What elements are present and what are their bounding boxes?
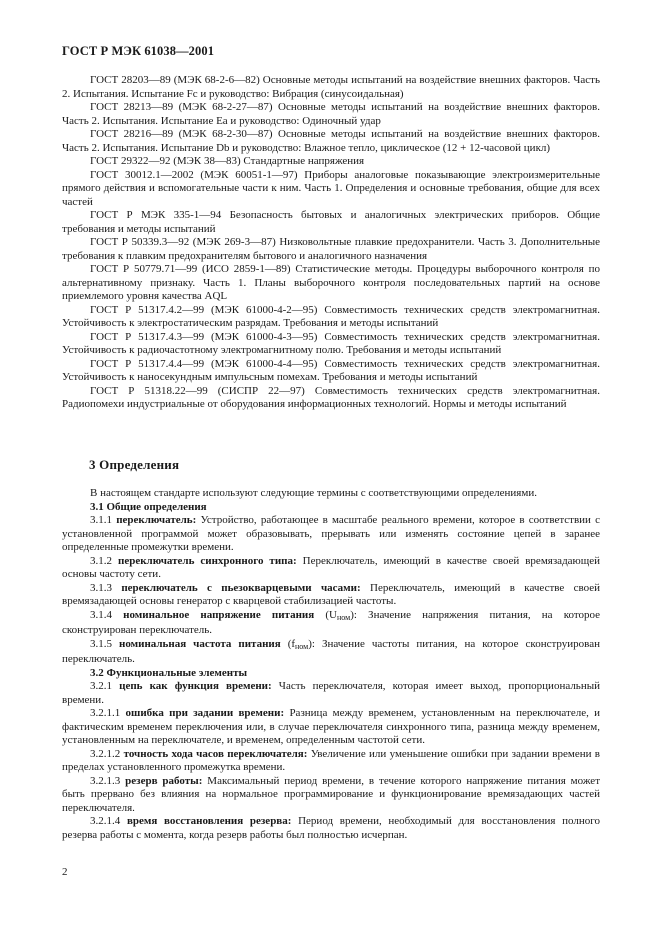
definition-number: 3.2.1.1 (90, 707, 121, 719)
definition-number: 3.1.2 (90, 554, 112, 567)
subsection-functional: 3.2 Функциональные элементы (90, 666, 248, 679)
definition-item (62, 638, 600, 667)
subsection-title (62, 667, 600, 681)
reference-item: ГОСТ Р 50779.71—99 (ИСО 2859-1—89) Статистические методы. Процедуры выборочного контроля по альтернативному признаку. Часть 1. Планы выборочного контроля последовательных партий на основе приемлемого уровня качества AQL (62, 263, 600, 302)
page-number: 2 (62, 866, 68, 878)
definition-number: 3.1.4 (90, 608, 112, 621)
definition-term: номинальная частота питания (118, 637, 281, 650)
definitions-intro: В настоящем стандарте используют следующие термины с соответствующими определениями. (90, 487, 537, 499)
definition-text: Увеличение или уменьшение ошибки при задании времени в пределах установленного промежутка времени. (62, 747, 600, 773)
definition-item (62, 609, 600, 638)
definition-term: цепь как функция времени: (119, 680, 272, 692)
definition-text: Значение частоты питания, на которое сконструирован переключатель. (62, 637, 600, 665)
definition-item (62, 815, 600, 842)
definition-item (62, 514, 600, 555)
reference-item: ГОСТ 28216—89 (МЭК 68-2-30—87) Основные методы испытаний на воздействие внешних факторов. Часть 2. Испытания. Испытание Db и руководство: Влажное тепло, циклическое (12 + 12-часовой цикл) (62, 128, 600, 154)
page-header: ГОСТ Р МЭК 61038—2001 (62, 44, 215, 58)
reference-item: ГОСТ Р МЭК 335-1—94 Безопасность бытовых и аналогичных электрических приборов. Общие требования и методы испытаний (62, 209, 600, 235)
definition-item (62, 680, 600, 707)
definition-item (62, 748, 600, 775)
definition-item (62, 582, 600, 609)
definition-term: ошибка при задании времени: (125, 707, 285, 719)
definition-term: номинальное напряжение питания (123, 608, 315, 621)
definition-term: переключатель синхронного типа: (117, 554, 297, 567)
reference-item: ГОСТ Р 51317.4.4—99 (МЭК 61000-4-4—95) Совместимость технических средств электромагнитная. Устойчивость к наносекундным импульсным помехам. Требования и методы испытаний (62, 357, 600, 383)
subsection-title (62, 501, 600, 515)
definition-text: Переключатель, имеющий в качестве своей времязадающей основы частоту сети. (62, 554, 601, 580)
definitions (62, 487, 600, 842)
subsection-general: 3.1 Общие определения (90, 500, 207, 513)
reference-item: ГОСТ 28213—89 (МЭК 68-2-27—87) Основные методы испытаний на воздействие внешних факторов. Часть 2. Испытания. Испытание Ea и руководство: Одиночный удар (62, 101, 600, 127)
symbol: (f (280, 637, 296, 650)
definition-text: Устройство, работающее в масштабе реального времени, которое в соответствии с установленной программой может образовывать, прерывать или изменять состояние цепей в заранее определенные промежутки времени. (62, 514, 601, 553)
symbol-close: ): (350, 608, 357, 621)
normative-references (62, 74, 600, 412)
definition-number: 3.2.1 (90, 680, 112, 692)
definition-text: Значение напряжения питания, на которое сконструирован переключатель. (62, 608, 601, 636)
reference-item: ГОСТ Р 51317.4.3—99 (МЭК 61000-4-3—95) Совместимость технических средств электромагнитная. Устойчивость к радиочастотному электромагнитному полю. Требования и методы испытаний (62, 330, 600, 356)
symbol-subscript: ном (295, 641, 309, 651)
reference-item: ГОСТ 28203—89 (МЭК 68-2-6—82) Основные методы испытаний на воздействие внешних факторов. Часть 2. Испытания. Испытание Fc и руководство: Вибрация (синусоидальная) (62, 74, 600, 100)
definition-term: резерв работы: (125, 774, 203, 787)
definition-text: Переключатель, имеющий в качестве своей времязадающей основы генератор с кварцевой стабилизацией частоты. (62, 581, 601, 607)
definition-term: переключатель: (116, 514, 197, 526)
reference-item: ГОСТ Р 51318.22—99 (СИСПР 22—97) Совместимость технических средств электромагнитная. Радиопомехи индустриальные от оборудования информационных технологий. Нормы и методы испытаний (62, 384, 600, 410)
definition-number: 3.2.1.4 (90, 815, 121, 827)
definition-number: 3.1.3 (90, 581, 112, 594)
definition-text: Период времени, необходимый для восстановления полного резерва работы с момента, когда резерв работы был полностью исчерпан. (62, 815, 600, 841)
reference-item: ГОСТ Р 51317.4.2—99 (МЭК 61000-4-2—95) Совместимость технических средств электромагнитная. Устойчивость к электростатическим разрядам. Требования и методы испытаний (62, 303, 600, 329)
definition-number: 3.2.1.2 (90, 747, 121, 760)
definition-item (62, 555, 600, 582)
reference-item: ГОСТ Р 50339.3—92 (МЭК 269-3—87) Низковольтные плавкие предохранители. Часть 3. Дополнительные требования к плавким предохранителям бытового и аналогичного назначения (62, 236, 600, 262)
section-title: 3 Определения (89, 457, 180, 472)
symbol-close: ): (308, 637, 315, 650)
definition-term: точность хода часов переключателя: (123, 747, 308, 760)
definition-text: Часть переключателя, которая имеет выход, пропорциональный времени. (62, 680, 600, 706)
reference-item: ГОСТ 29322—92 (МЭК 38—83) Стандартные напряжения (90, 155, 365, 167)
definition-term: время восстановления резерва: (126, 815, 292, 827)
definition-item (62, 775, 600, 816)
definition-text: Разница между временем, установленным на переключателе, и фактическим временем переключения или, в случае переключателя синхронного типа, разница между временем, установленным на переключателе, и временем, определенным частотой сети. (62, 707, 601, 746)
definition-text: Максимальный период времени, в течение которого напряжение питания может быть прервано без влияния на нормальное программирование и функционирование времязадающих частей переключателя. (62, 774, 600, 814)
definition-number: 3.1.1 (90, 514, 112, 526)
definition-item (62, 707, 600, 748)
definition-term: переключатель с пьезокварцевыми часами: (121, 581, 361, 594)
symbol-subscript: ном (336, 612, 351, 622)
definition-number: 3.1.5 (90, 637, 112, 650)
definition-number: 3.2.1.3 (90, 774, 121, 787)
reference-item: ГОСТ 30012.1—2002 (МЭК 60051-1—97) Приборы аналоговые показывающие электроизмерительные прямого действия и вспомогательные части к ним. Часть 1. Определения и основные требования, общие для всех частей (62, 168, 600, 208)
symbol: (U (314, 608, 337, 621)
